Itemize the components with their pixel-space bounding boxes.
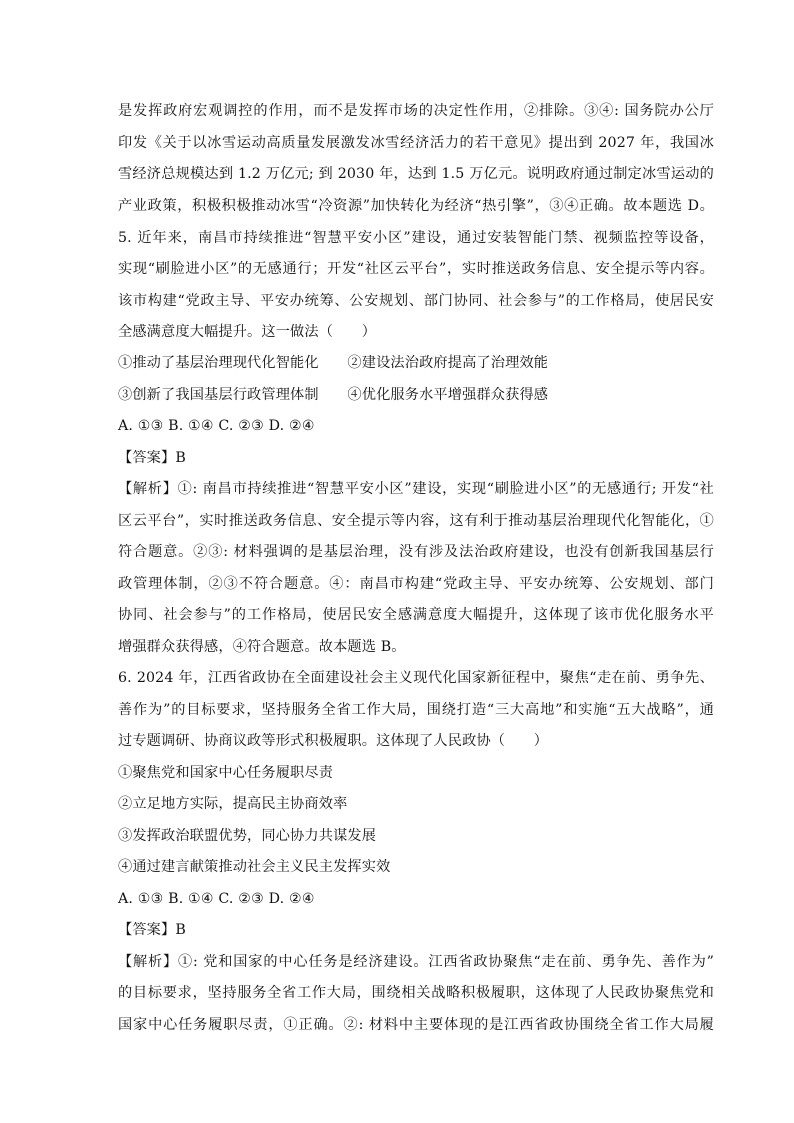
question-5-analysis: 增强群众获得感，④符合题意。故本题选 B。 [118,639,406,655]
question-5-analysis: 区云平台”，实时推送政务信息、安全提示等内容，这有利于推动基层治理现代化智能化，① [118,513,714,529]
text-line: 印发《关于以冰雪运动高质量发展激发冰雪经济活力的若干意见》提出到 2027 年，我国冰 [118,135,714,151]
question-5-stem: 全感满意度大幅提升。这一做法（ ） [118,324,377,340]
text-line: 雪经济总规模达到 1.2 万亿元; 到 2030 年，达到 1.5 万亿元。说明政府通过制定冰雪运动的 [118,166,714,182]
question-5-option-row: ①推动了基层治理现代化智能化 ②建设法治政府提高了治理效能 [118,355,549,371]
question-6-analysis: 【解析】①: 党和国家的中心任务是经济建设。江西省政协聚焦“走在前、勇争先、善作为” [118,954,714,970]
question-6-stem: 过专题调研、协商议政等形式积极履职。这体现了人民政协（ ） [118,733,549,749]
question-5-analysis: 协同、社会参与”的工作格局，使居民安全感满意度大幅提升，这体现了该市优化服务水平 [118,607,714,623]
question-5-analysis: 【解析】①: 南昌市持续推进“智慧平安小区”建设，实现“刷脸进小区”的无感通行; 开发“社 [118,481,714,497]
question-5-stem: 该市构建“党政主导、平安办统筹、公安规划、部门协同、社会参与”的工作格局，使居民安 [118,293,714,309]
question-5-choices: A. ①③ B. ①④ C. ②③ D. ②④ [118,418,315,434]
text-line: 是发挥政府宏观调控的作用，而不是发挥市场的决定性作用，②排除。③④: 国务院办公厅 [118,103,714,119]
question-5-stem: 5. 近年来，南昌市持续推进“智慧平安小区”建设，通过安装智能门禁、视频监控等设备， [118,230,714,246]
question-6-answer: 【答案】B [118,922,186,938]
question-5-answer: 【答案】B [118,450,186,466]
text-line: 产业政策，积极积极推动冰雪“冷资源”加快转化为经济“热引擎”，③④正确。故本题选 D。 [118,198,714,214]
question-6-option: ④通过建言献策推动社会主义民主发挥实效 [118,859,391,875]
question-6-option: ③发挥政治联盟优势，同心协力共谋发展 [118,828,377,844]
question-6-option: ①聚焦党和国家中心任务履职尽责 [118,765,334,781]
question-6-analysis: 的目标要求，坚持服务全省工作大局，围绕相关战略积极履职，这体现了人民政协聚焦党和 [118,985,714,1001]
question-5-stem: 实现“刷脸进小区”的无感通行；开发“社区云平台”，实时推送政务信息、安全提示等内容。 [118,261,714,277]
question-6-option: ②立足地方实际，提高民主协商效率 [118,796,348,812]
question-6-stem: 善作为”的目标要求，坚持服务全省工作大局，围绕打造“三大高地”和实施“五大战略”，通 [118,702,714,718]
question-5-option-row: ③创新了我国基层行政管理体制 ④优化服务水平增强群众获得感 [118,387,549,403]
question-6-stem: 6. 2024 年，江西省政协在全面建设社会主义现代化国家新征程中，聚焦“走在前、勇争先、 [118,670,714,686]
question-5-analysis: 政管理体制，②③不符合题意。④：南昌市构建“党政主导、平安办统筹、公安规划、部门 [118,576,714,592]
question-6-analysis: 国家中心任务履职尽责，①正确。②: 材料中主要体现的是江西省政协围绕全省工作大局履 [118,1017,714,1033]
question-5-analysis: 符合题意。②③: 材料强调的是基层治理，没有涉及法治政府建设，也没有创新我国基层行 [118,544,714,560]
question-6-choices: A. ①③ B. ①④ C. ②③ D. ②④ [118,891,315,907]
